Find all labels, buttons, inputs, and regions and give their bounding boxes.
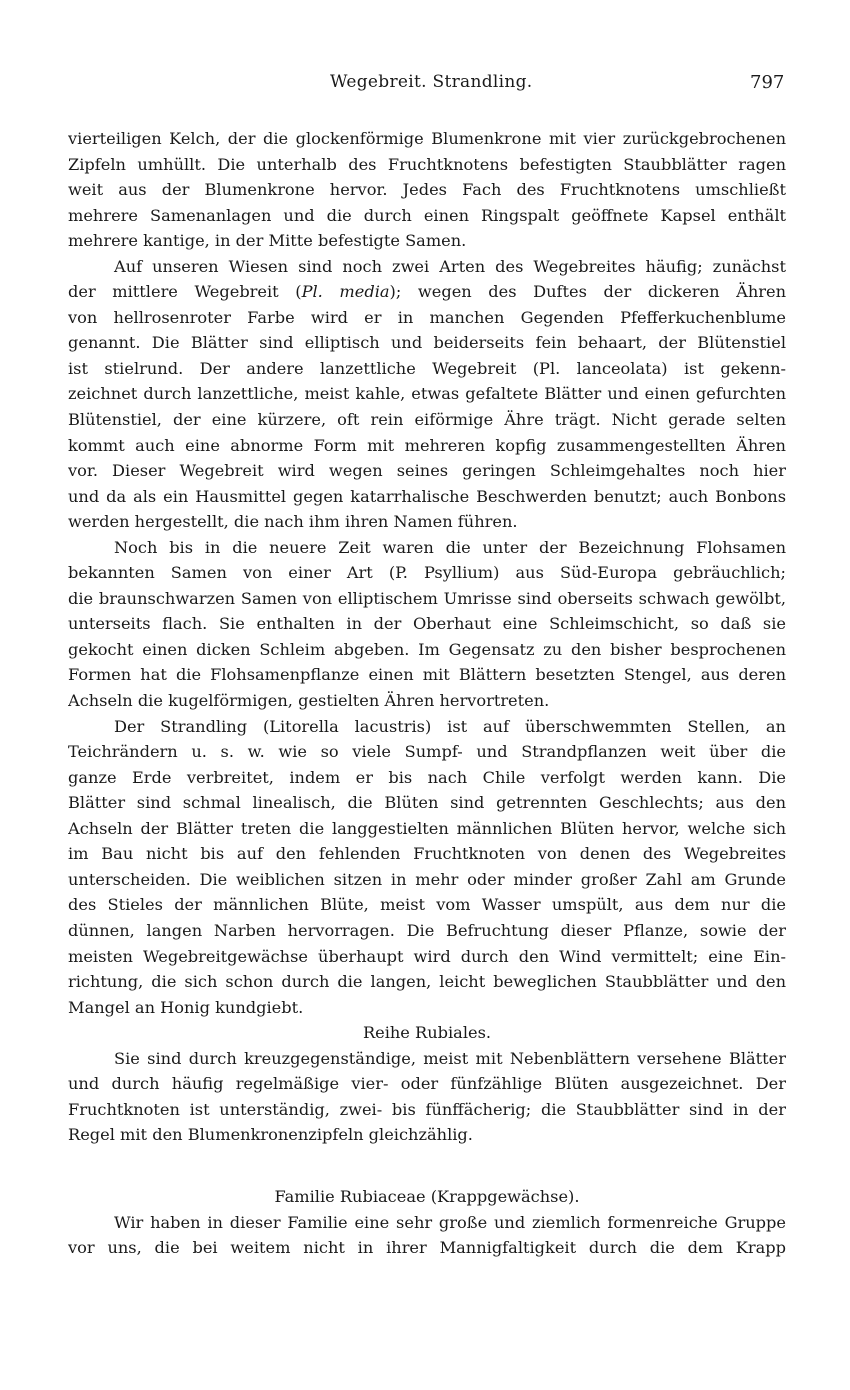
section-heading: Reihe Rubiales.	[362, 1023, 492, 1043]
text-line: Teichrändern u. s. w. wie so viele Sumpf- und Strandpflanzen weit über die	[68, 742, 786, 762]
text-line: vierteiligen Kelch, der die glockenförmige Blumenkrone mit vier zurückgebrochenen	[68, 129, 786, 148]
text-line: werden hergestellt, die nach ihm ihren Namen führen.	[68, 512, 518, 532]
text-line: zeichnet durch lanzettliche, meist kahle, etwas gefaltete Blätter und einen gefurchten	[68, 384, 786, 404]
text-line: unterscheiden. Die weiblichen sitzen in mehr oder minder großer Zahl am Grunde	[68, 869, 786, 889]
text-line: Der Strandling (Litorella lacustris) ist auf überschwemmten Stellen, an	[114, 716, 786, 736]
text-line: Wir haben in dieser Familie eine sehr große und ziemlich formenreiche Gruppe	[114, 1212, 786, 1232]
text-line: unterseits flach. Sie enthalten in der Oberhaut eine Schleimschicht, so daß sie	[68, 614, 786, 634]
text-line: ist stielrund. Der andere lanzettliche Wegebreit (Pl. lanceolata) ist gekenn-	[68, 358, 786, 378]
text-line: mehrere Samenanlagen und die durch einen Ringspalt geöffnete Kapsel enthält	[68, 205, 786, 225]
text-line: die braunschwarzen Samen von elliptischem Umrisse sind oberseits schwach gewölbt,	[68, 588, 786, 608]
text-line: mehrere kantige, in der Mitte befestigte Samen.	[68, 231, 467, 251]
text-line: Formen hat die Flohsamenpflanze einen mit Blättern besetzten Stengel, aus deren	[68, 665, 786, 685]
running-header	[0, 72, 850, 102]
text-line: genannt. Die Blätter sind elliptisch und beiderseits fein behaart, der Blütenstiel	[68, 333, 786, 353]
text-line: Zipfeln umhüllt. Die unterhalb des Fruchtknotens befestigten Staubblätter ragen	[68, 154, 786, 174]
text-line: Mangel an Honig kundgiebt.	[68, 997, 304, 1017]
text-line: Achseln die kugelförmigen, gestielten Ähren hervortreten.	[68, 691, 550, 711]
text-line: kommt auch eine abnorme Form mit mehreren kopfig zusammengestellten Ähren	[68, 435, 786, 455]
text-line: weit aus der Blumenkrone hervor. Jedes Fach des Fruchtknotens umschließt	[68, 180, 786, 200]
text-line: Regel mit den Blumenkronenzipfeln gleichzählig.	[68, 1125, 473, 1145]
text-line: und da als ein Hausmittel gegen katarrhalische Beschwerden benutzt; auch Bonbons	[68, 486, 786, 506]
text-line: gekocht einen dicken Schleim abgeben. Im Gegensatz zu den bisher besprochenen	[68, 639, 786, 659]
text-line: Blütenstiel, der eine kürzere, oft rein eiförmige Ähre trägt. Nicht gerade selten	[68, 410, 786, 430]
body-text-family	[68, 1184, 786, 1261]
running-title: Wegebreit. Strandling.	[330, 72, 533, 92]
text-line: richtung, die sich schon durch die langen, leicht beweglichen Staubblätter und den	[68, 972, 786, 992]
text-line: des Stieles der männlichen Blüte, meist vom Wasser umspült, aus dem nur die	[68, 895, 786, 915]
text-line: der mittlere Wegebreit (Pl. media); wegen des Duftes der dickeren Ähren	[68, 282, 786, 302]
text-line: meisten Wegebreitgewächse überhaupt wird durch den Wind vermittelt; eine Ein-	[68, 946, 786, 966]
text-line: und durch häufig regelmäßige vier- oder fünfzählige Blüten ausgezeichnet. Der	[68, 1074, 786, 1094]
text-line: dünnen, langen Narben hervorragen. Die Befruchtung dieser Pflanze, sowie der	[68, 920, 786, 940]
body-text	[68, 126, 786, 1148]
text-line: ganze Erde verbreitet, indem er bis nach Chile verfolgt werden kann. Die	[68, 767, 786, 787]
text-line: Blätter sind schmal linealisch, die Blüten sind getrennten Geschlechts; aus den	[68, 793, 786, 813]
text-line: Auf unseren Wiesen sind noch zwei Arten des Wegebreites häufig; zunächst	[114, 256, 786, 276]
page-number: 797	[750, 72, 785, 93]
text-line: Noch bis in die neuere Zeit waren die unter der Bezeichnung Flohsamen	[114, 537, 786, 557]
family-heading: Familie Rubiaceae (Krappgewächse).	[274, 1187, 580, 1206]
text-line: Fruchtknoten ist unterständig, zwei- bis fünffächerig; die Staubblätter sind in der	[68, 1099, 786, 1119]
text-line: bekannten Samen von einer Art (P. Psyllium) aus Süd-Europa gebräuchlich;	[68, 563, 786, 583]
text-line: vor. Dieser Wegebreit wird wegen seines geringen Schleimgehaltes noch hier	[68, 461, 786, 481]
text-line: im Bau nicht bis auf den fehlenden Fruchtknoten von denen des Wegebreites	[68, 844, 786, 864]
text-line: Sie sind durch kreuzgegenständige, meist mit Nebenblättern versehene Blätter	[114, 1048, 786, 1068]
text-line: vor uns, die bei weitem nicht in ihrer Mannigfaltigkeit durch die dem Krapp	[68, 1238, 786, 1258]
text-line: von hellrosenroter Farbe wird er in manchen Gegenden Pfefferkuchenblume	[68, 307, 786, 327]
text-line: Achseln der Blätter treten die langgestielten männlichen Blüten hervor, welche sich	[68, 818, 786, 838]
